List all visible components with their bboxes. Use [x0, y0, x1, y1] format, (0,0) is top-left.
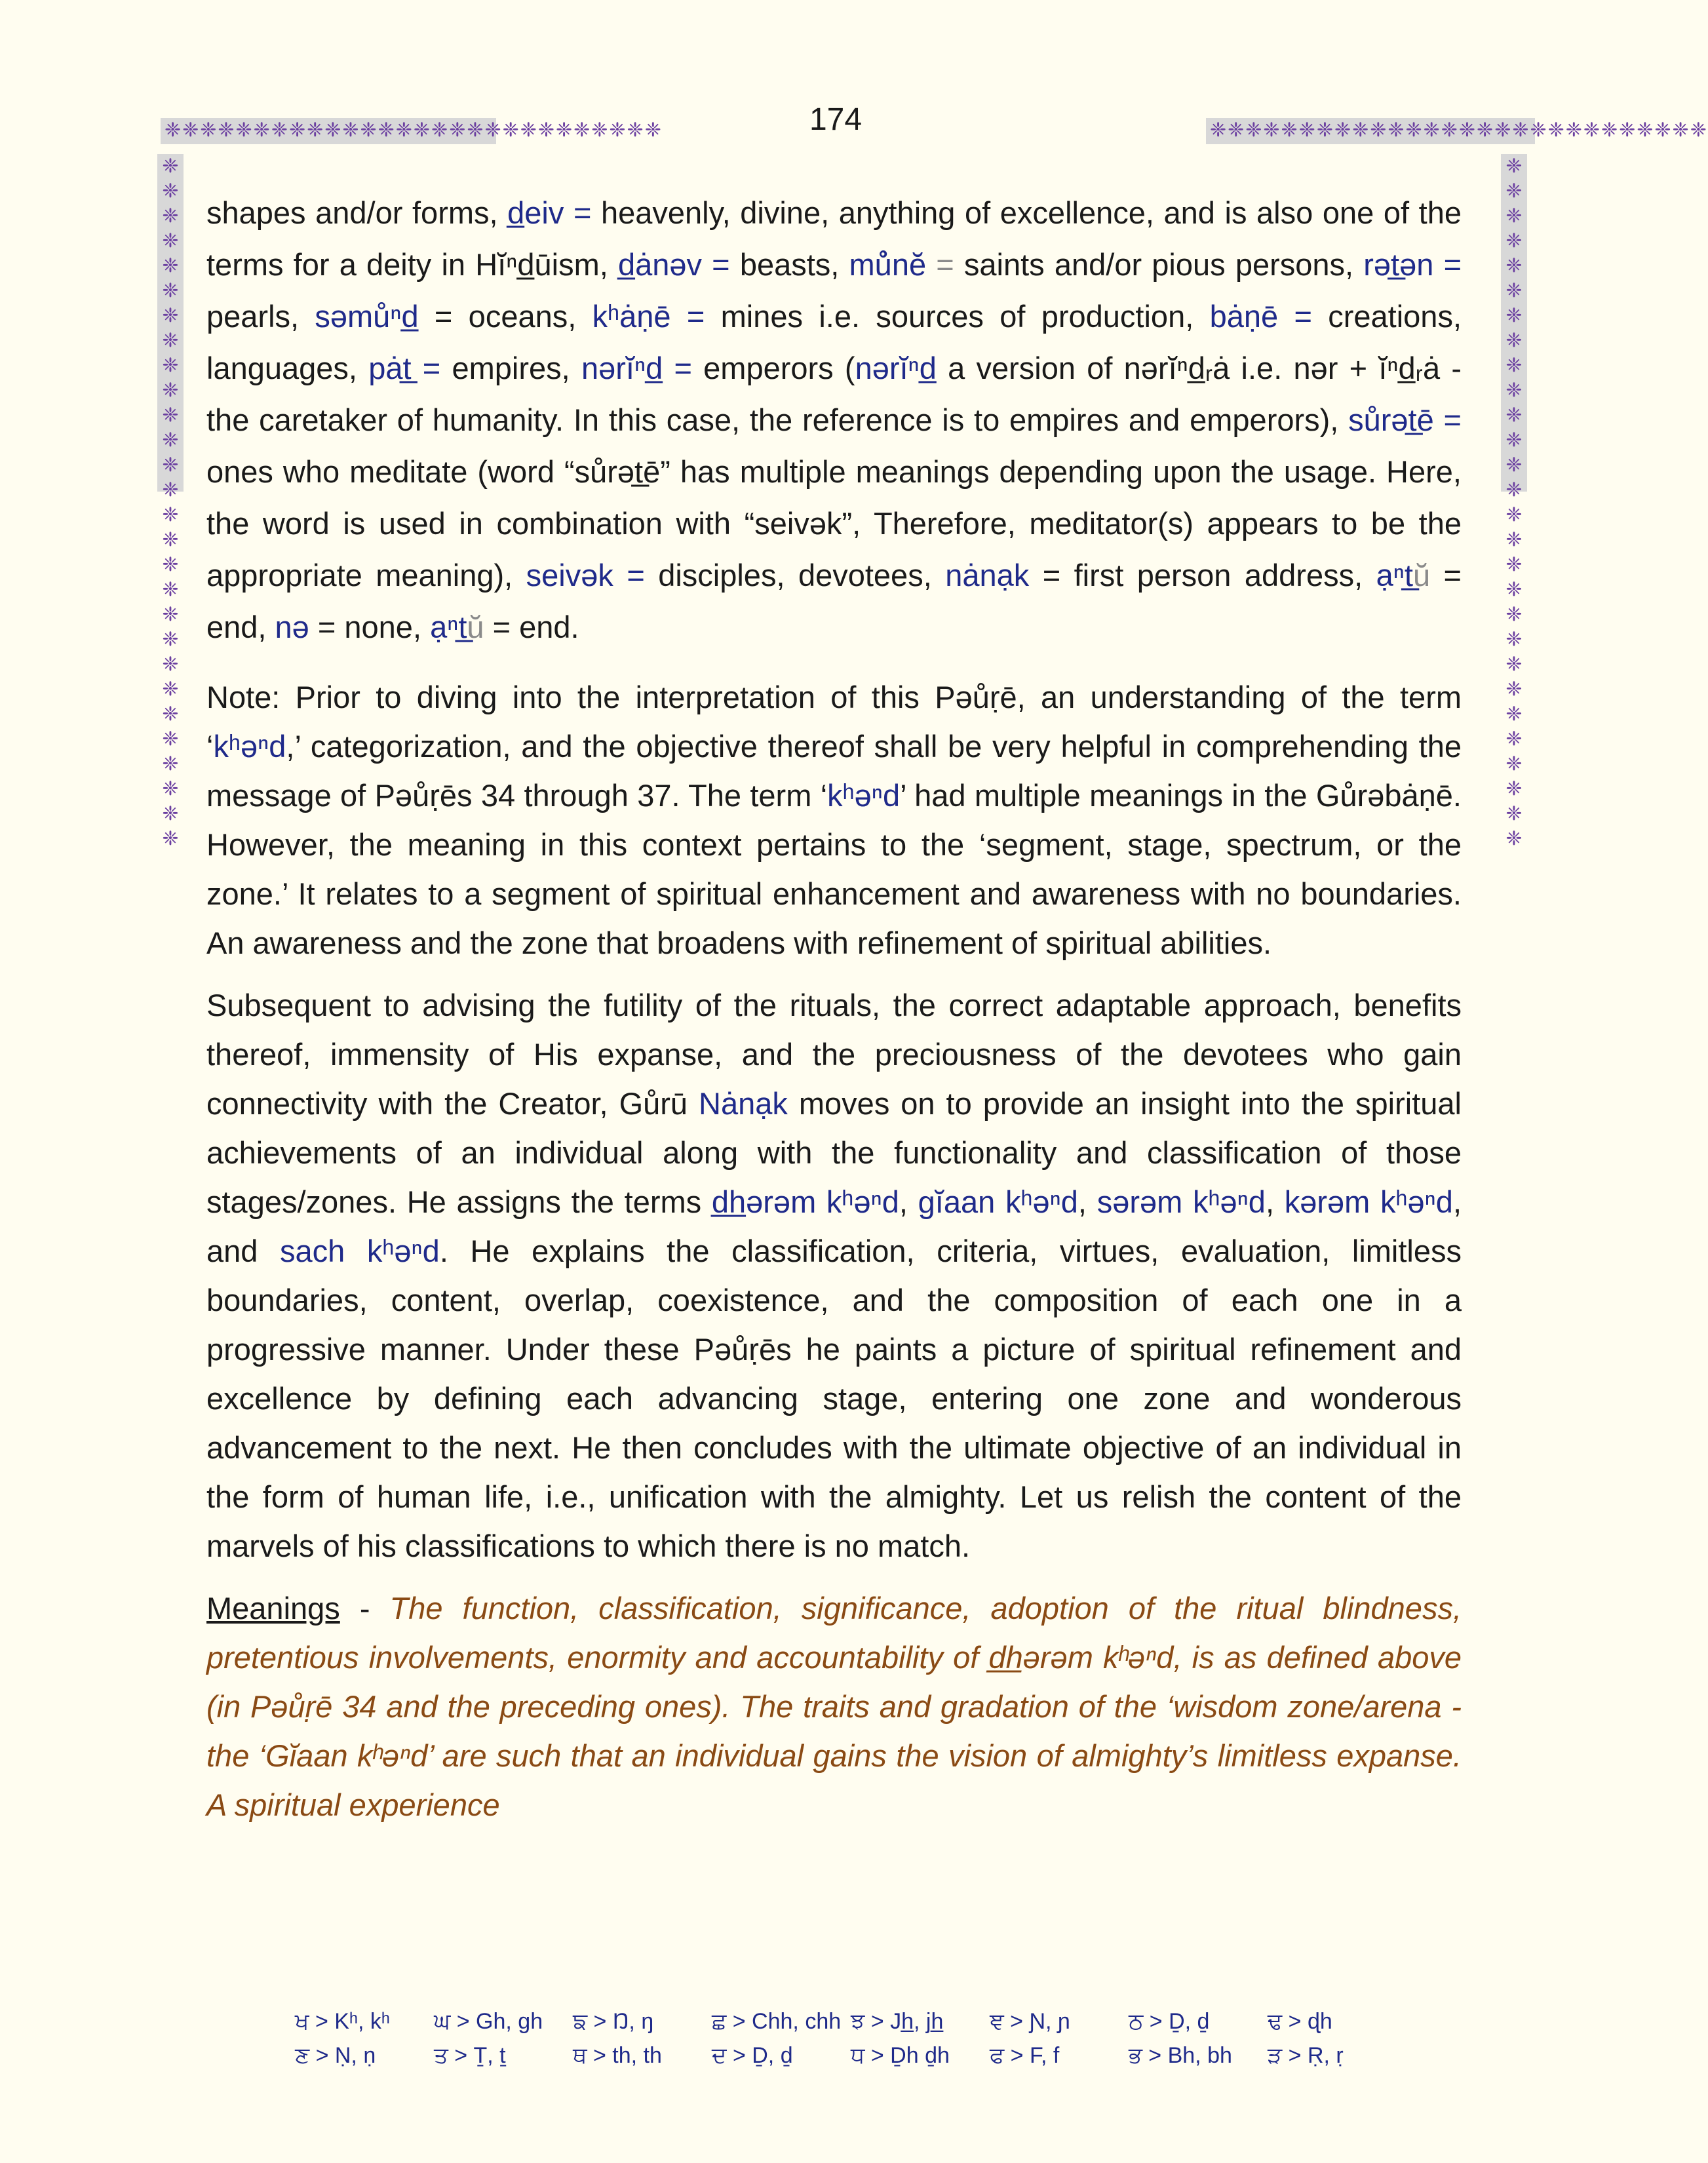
text-run: ,’ categorization, and the objective thereof shall be very helpful in comprehending the message of Pəůṛēs 34 through 37. The term ‘	[206, 729, 1462, 813]
legend-entry: ਫ > F, f	[990, 2043, 1060, 2068]
text-run: ŭ	[1412, 558, 1431, 593]
legend-entry: ਥ > th, th	[573, 2043, 662, 2068]
text-run: ones who meditate (word “sůrət̲ē” has multiple meanings depending upon the usage. Here, the word is used in combination with “seivək”, Therefore, meditator(s) appears to be the appropriate meaning),	[206, 454, 1462, 593]
text-run: saints and/or pious persons,	[963, 247, 1364, 282]
text-run: beasts,	[739, 247, 849, 282]
text-run: Subsequent to advising the futility of the rituals, the correct adaptable approach, benefits thereof, immensity of His expanse, and the preciousness of the devotees who gain connectivity with the Creator, Gůrū	[206, 988, 1462, 1121]
legend-row	[295, 2043, 1409, 2077]
legend-entry: ਠ > Ḏ, ḏ	[1129, 2009, 1210, 2034]
text-run: ŭ	[467, 610, 484, 644]
text-run: ,	[1077, 1184, 1097, 1219]
text-run: mines i.e. sources of production,	[720, 299, 1210, 334]
transliterated-term: sůrət̲ē =	[1348, 402, 1462, 437]
transliterated-term: sərəm kʰəⁿd	[1097, 1184, 1266, 1219]
transliteration-legend	[295, 2009, 1409, 2077]
legend-row	[295, 2009, 1409, 2043]
ornament-top-right: ❈❈❈❈❈❈❈❈❈❈❈❈❈❈❈❈❈❈❈❈❈❈❈❈❈❈❈❈	[1206, 118, 1535, 144]
glossary-paragraph	[206, 187, 1462, 653]
transliterated-term: gĭaan kʰəⁿd	[918, 1184, 1078, 1219]
legend-entry: ਛ > Chh, chh	[712, 2009, 842, 2034]
text-run: heavenly, divine, anything of excellence, and is also one of the terms for a deity in Hĭⁿd̲ūism,	[206, 195, 1462, 282]
text-run: ,	[899, 1184, 918, 1219]
text-run: a version of nərĭⁿd̲ᵣȧ i.e. nər + ĭⁿd̲ᵣȧ - the caretaker of humanity. In this case, the reference is to empires and emperors),	[206, 351, 1462, 437]
text-run: , and	[206, 1184, 1462, 1268]
text-run: ’ had multiple meanings in the Gůrəbȧṇē. However, the meaning in this context pertains to the ‘segment, stage, spectrum, or the zone.’ It relates to a segment of spiritual enhancement and awareness with no boundaries. An awareness and the zone that broadens with refinement of spiritual abilities.	[206, 778, 1462, 960]
transliterated-term: kərəm kʰəⁿd	[1284, 1184, 1453, 1219]
legend-entry: ਘ > Gh, gh	[434, 2009, 543, 2034]
legend-entry: ਙ > Ŋ, ŋ	[573, 2009, 654, 2034]
transliterated-term: rət̲ən =	[1363, 247, 1462, 282]
text-run: emperors (	[703, 351, 855, 385]
transliterated-term: d̲eiv =	[507, 195, 601, 230]
legend-entry: ਤ > Ṯ, ṯ	[434, 2043, 506, 2068]
text-run: ,	[1265, 1184, 1285, 1219]
text-run: = end,	[206, 558, 1462, 644]
text-run: shapes and/or forms,	[206, 195, 508, 230]
transliterated-term: seivək =	[526, 558, 659, 593]
text-run: moves on to provide an insight into the spiritual achievements of an individual along with the functionality and classification of those stages/zones. He assigns the terms	[206, 1086, 1462, 1219]
transliterated-term: kʰȧṇē =	[592, 299, 721, 334]
text-run: = none,	[309, 610, 431, 644]
transliterated-term: nə	[275, 610, 309, 644]
transliterated-term: nȧnạk	[945, 558, 1030, 593]
text-run: =	[926, 247, 964, 282]
legend-entry: ਞ > Ɲ, ɲ	[990, 2009, 1070, 2034]
transliterated-term: kʰəⁿd	[827, 778, 901, 813]
transliterated-term: Nȧnạk	[699, 1086, 788, 1121]
text-run: creations, languages,	[206, 299, 1462, 385]
transliterated-term: sach kʰəⁿd	[280, 1234, 440, 1268]
meanings-text: The function, classification, significance, adoption of the ritual blindness, pretentious involvements, enormity and accountability of d̲h̲ərəm kʰəⁿd, is as defined above (in Pəůṛē 34 and the preceding ones). The traits and gradation of the ‘wisdom zone/arena - the ‘Gĭaan kʰəⁿd’ are such that an individual gains the vision of almighty’s limitless expanse. A spiritual experience	[206, 1591, 1462, 1822]
transliterated-term: d̲h̲ərəm kʰəⁿd	[711, 1184, 899, 1219]
legend-entry: ਣ > Ṇ, ṇ	[295, 2043, 376, 2068]
transliterated-term: nərĭⁿd̲	[855, 351, 937, 385]
legend-entry: ਦ > Ḏ, ḏ	[712, 2043, 793, 2068]
legend-entry: ਢ > ɖh	[1268, 2009, 1332, 2034]
text-run: . He explains the classification, criteria, virtues, evaluation, limitless boundaries, content, overlap, coexistence, and the composition of each one in a progressive manner. Under these Pəůṛēs he paints a picture of spiritual refinement and excellence by defining each advancing stage, entering one zone and wonderous advancement to the next. He then concludes with the ultimate objective of an individual in the form of human life, i.e., unification with the almighty. Let us relish the content of the marvels of his classifications to which there is no match.	[206, 1234, 1462, 1563]
legend-entry: ਧ > Ḏh ḏh	[851, 2043, 950, 2068]
ornament-top-left: ❈❈❈❈❈❈❈❈❈❈❈❈❈❈❈❈❈❈❈❈❈❈❈❈❈❈❈❈	[161, 118, 496, 144]
text-run: = end.	[484, 610, 579, 644]
transliterated-term: mů̊nĕ	[849, 247, 927, 282]
meanings-label: Meanings	[206, 1591, 340, 1626]
intro-paragraph	[206, 981, 1462, 1570]
text-run: pearls,	[206, 299, 315, 334]
transliterated-term: ạⁿt̲	[1376, 558, 1413, 593]
text-run: = first person address,	[1029, 558, 1376, 593]
meanings-paragraph	[206, 1584, 1462, 1829]
text-run: disciples, devotees,	[658, 558, 946, 593]
transliterated-term: d̲ȧnəv =	[617, 247, 740, 282]
legend-entry: ਭ > Bh, bh	[1129, 2043, 1232, 2068]
legend-entry: ੜ > Ṛ, ṛ	[1268, 2043, 1344, 2068]
transliterated-term: pȧt̲ =	[368, 351, 452, 385]
meanings-separator: -	[340, 1591, 390, 1626]
ornament-right: ❈❈❈❈❈❈❈❈❈❈❈❈❈❈❈❈❈❈❈❈❈❈❈❈❈❈❈❈	[1501, 154, 1527, 492]
transliterated-term: ạⁿt̲	[430, 610, 467, 644]
text-run: empires,	[452, 351, 581, 385]
text-run: Note: Prior to diving into the interpretation of this Pəůṛē, an understanding of the term ‘	[206, 680, 1462, 764]
transliterated-term: bȧṇē =	[1209, 299, 1329, 334]
page-content	[206, 187, 1462, 1829]
ornament-left: ❈❈❈❈❈❈❈❈❈❈❈❈❈❈❈❈❈❈❈❈❈❈❈❈❈❈❈❈	[157, 154, 184, 492]
transliterated-term: kʰəⁿd	[213, 729, 286, 764]
page-number: 174	[809, 102, 863, 137]
legend-entry: ਖ > Kʰ, kʰ	[295, 2009, 390, 2034]
note-paragraph	[206, 672, 1462, 967]
transliterated-term: nərĭⁿd̲ =	[581, 351, 704, 385]
legend-entry: ਝ > Jh̲, jh̲	[851, 2009, 944, 2034]
text-run: = oceans,	[418, 299, 592, 334]
transliterated-term: səmůⁿd̲	[315, 299, 419, 334]
